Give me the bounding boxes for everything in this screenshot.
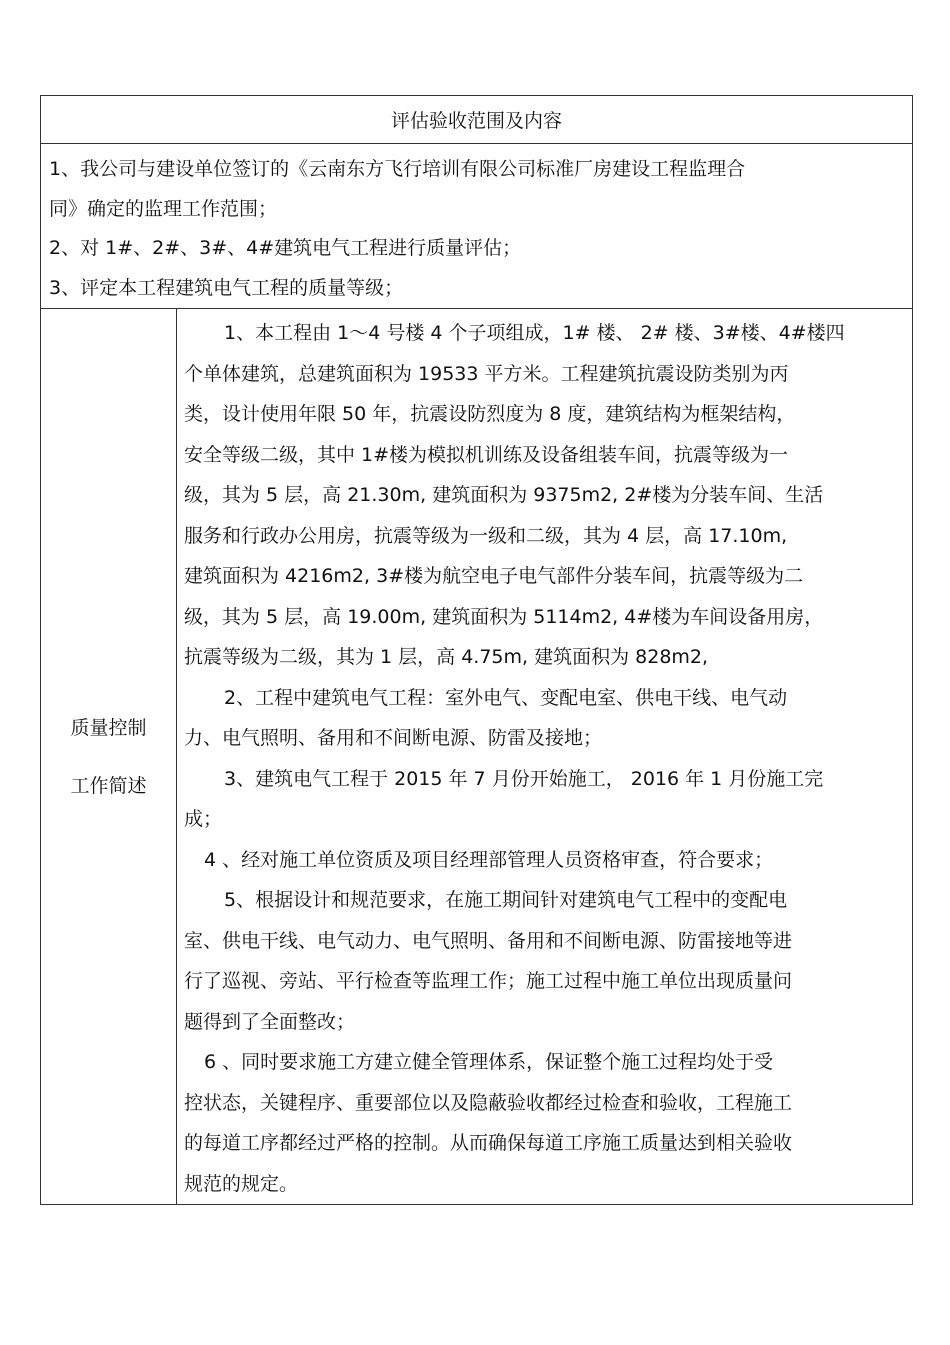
desc-paragraph-line: 力、电气照明、备用和不间断电源、防雷及接地；: [184, 727, 603, 749]
desc-paragraph-line: 级，其为 5 层，高 21.30m, 建筑面积为 9375m2, 2#楼为分装车间、生活: [184, 484, 824, 506]
scope-row: [41, 144, 913, 309]
desc-paragraph-line: 安全等级二级，其中 1#楼为模拟机训练及设备组装车间，抗震等级为一: [184, 443, 789, 466]
desc-paragraph-line: 室、供电干线、电气动力、电气照明、备用和不间断电源、防雷接地等进: [184, 929, 793, 952]
desc-paragraph-line: 控状态，关键程序、重要部位以及隐蔽验收都经过检查和验收，工程施工: [184, 1091, 793, 1114]
scope-line: 2、对 1#、2#、3#、4#建筑电气工程进行质量评估；: [49, 237, 522, 259]
desc-paragraph-line: 2、工程中建筑电气工程：室外电气、变配电室、供电干线、电气动: [224, 686, 788, 709]
desc-paragraph-line: 建筑面积为 4216m2, 3#楼为航空电子电气部件分装车间，抗震等级为二: [184, 565, 804, 587]
scope-line: 3、评定本工程建筑电气工程的质量等级；: [49, 276, 404, 299]
desc-paragraph-line: 5、根据设计和规范要求，在施工期间针对建筑电气工程中的变配电: [224, 889, 788, 911]
desc-paragraph-line: 4 、经对施工单位资质及项目经理部管理人员资格审查，符合要求；: [204, 848, 774, 871]
desc-paragraph-line: 个单体建筑，总建筑面积为 19533 平方米。工程建筑抗震设防类别为丙: [184, 362, 789, 385]
scope-cell: [41, 144, 913, 309]
desc-paragraph-line: 题得到了全面整改；: [184, 1010, 356, 1033]
desc-paragraph-line: 的每道工序都经过严格的控制。从而确保每道工序施工质量达到相关验收: [184, 1132, 793, 1154]
desc-paragraph-line: 1、本工程由 1～4 号楼 4 个子项组成，1# 楼、 2# 楼、3#楼、4#楼四: [224, 322, 845, 344]
desc-paragraph-line: 成；: [184, 808, 223, 830]
row-label: 工作简述: [70, 774, 147, 797]
title-row: [41, 96, 913, 144]
scope-line: 同》确定的监理工作范围；: [49, 197, 278, 220]
desc-paragraph-line: 级，其为 5 层，高 19.00m, 建筑面积为 5114m2, 4#楼为车间设备用房，: [184, 605, 824, 628]
row-label-cell: [41, 309, 177, 1205]
quality-control-row: [41, 309, 913, 1205]
desc-paragraph-line: 行了巡视、旁站、平行检查等监理工作；施工过程中施工单位出现质量问: [184, 970, 793, 992]
desc-paragraph-line: 3、建筑电气工程于 2015 年 7 月份开始施工， 2016 年 1 月份施工完: [224, 767, 824, 790]
desc-paragraph-line: 类，设计使用年限 50 年，抗震设防烈度为 8 度，建筑结构为框架结构，: [184, 403, 796, 425]
desc-paragraph-line: 抗震等级为二级，其为 1 层，高 4.75m, 建筑面积为 828m2,: [184, 646, 709, 668]
desc-paragraph-line: 规范的规定。: [184, 1172, 299, 1195]
description-cell: [177, 309, 913, 1205]
scope-line: 1、我公司与建设单位签订的《云南东方飞行培训有限公司标准厂房建设工程监理合: [49, 158, 746, 180]
table-title: 评估验收范围及内容: [41, 96, 913, 144]
desc-paragraph-line: 服务和行政办公用房，抗震等级为一级和二级，其为 4 层，高 17.10m,: [184, 524, 788, 547]
desc-paragraph-line: 6 、同时要求施工方建立健全管理体系，保证整个施工过程均处于受: [204, 1051, 774, 1073]
row-label: 质量控制: [70, 716, 147, 739]
evaluation-table: [40, 95, 913, 1205]
